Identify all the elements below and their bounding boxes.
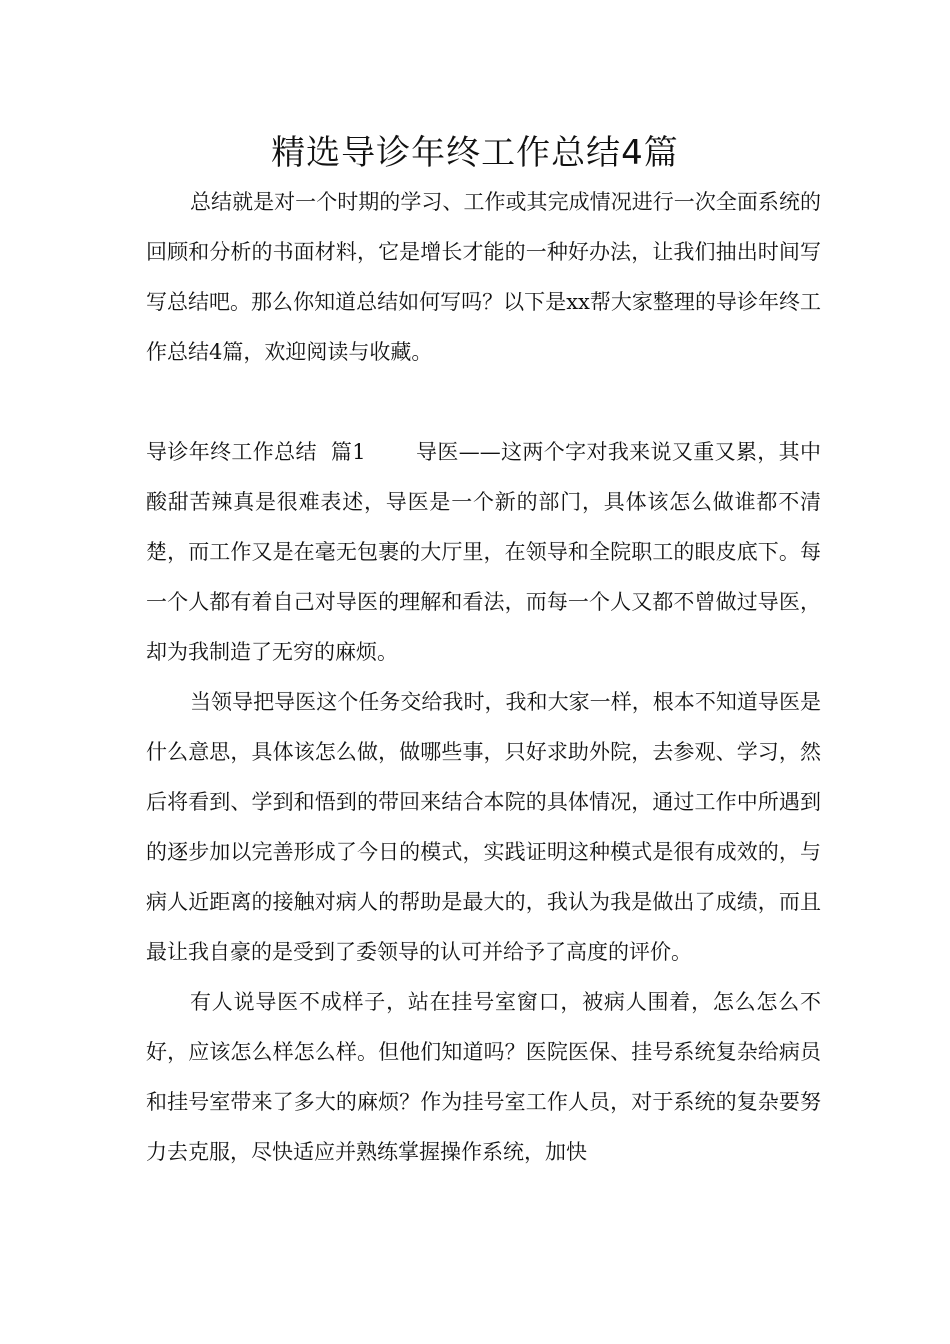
intro-paragraph: 总结就是对一个时期的学习、工作或其完成情况进行一次全面系统的回顾和分析的书面材料，它是增长才能的一种好办法，让我们抽出时间写写总结吧。那么你知道总结如何写吗？以下是xx帮大家整理的导诊年终工作总结4篇，欢迎阅读与收藏。	[146, 190, 821, 364]
section-heading: 导诊年终工作总结 篇1	[146, 440, 366, 464]
section-1-paragraph	[146, 427, 821, 677]
paragraph-gap	[146, 377, 821, 427]
document-body	[146, 177, 821, 1177]
paragraph-2: 当领导把导医这个任务交给我时，我和大家一样，根本不知道导医是什么意思，具体该怎么做，做哪些事，只好求助外院，去参观、学习，然后将看到、学到和悟到的带回来结合本院的具体情况，通过工作中所遇到的逐步加以完善形成了今日的模式，实践证明这种模式是很有成效的，与病人近距离的接触对病人的帮助是最大的，我认为我是做出了成绩，而且最让我自豪的是受到了委领导的认可并给予了高度的评价。	[146, 690, 821, 964]
document-title: 精选导诊年终工作总结4篇	[271, 133, 679, 173]
section-1-text: 导医——这两个字对我来说又重又累，其中酸甜苦辣真是很难表述，导医是一个新的部门，具体该怎么做谁都不清楚，而工作又是在毫无包裹的大厅里，在领导和全院职工的眼皮底下。每一个人都有着自己对导医的理解和看法，而每一个人又都不曾做过导医，却为我制造了无穷的麻烦。	[146, 440, 822, 664]
paragraph-3: 有人说导医不成样子，站在挂号室窗口，被病人围着，怎么怎么不好，应该怎么样怎么样。但他们知道吗？医院医保、挂号系统复杂给病员和挂号室带来了多大的麻烦？作为挂号室工作人员，对于系统的复杂要努力去克服，尽快适应并熟练掌握操作系统，加快	[146, 990, 821, 1164]
